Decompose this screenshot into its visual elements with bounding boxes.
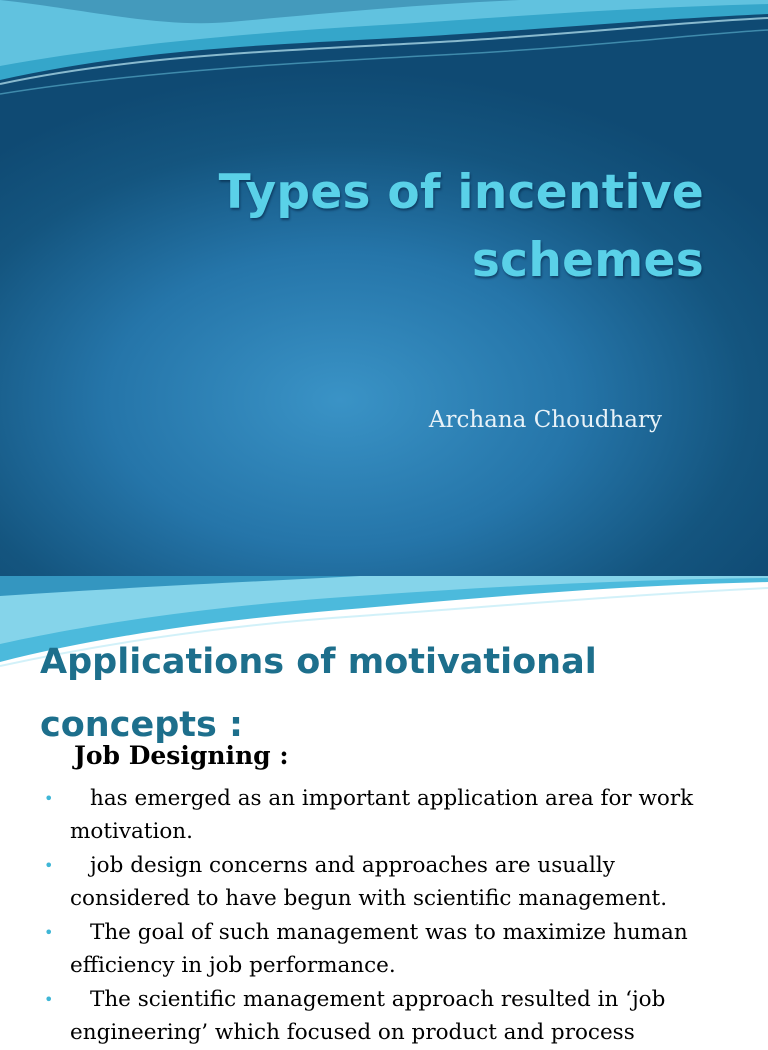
bullet-item (0, 916, 768, 982)
slide-title-line-2: concepts : (40, 705, 243, 746)
author-name: Archana Choudhary (428, 407, 662, 433)
bullet-text: The goal of such management was to maximize human efficiency in job performance. (70, 920, 688, 978)
bullet-icon: • (44, 923, 54, 942)
slide-title-line-1: Types of incentive (218, 165, 704, 221)
bullet-text: The scientific management approach resulted in ‘job engineering’ which focused on product and process (70, 987, 666, 1045)
bullet-item (0, 849, 768, 915)
slide-title-line-2: schemes (471, 233, 704, 289)
bullet-icon: • (44, 789, 54, 808)
bullet-text: job design concerns and approaches are usually considered to have begun with scientific management. (70, 853, 668, 911)
slide-title (40, 631, 760, 757)
bullet-text: has emerged as an important application area for work motivation. (70, 786, 694, 844)
bullet-icon: • (44, 990, 54, 1009)
content-slide (0, 576, 768, 1045)
bullet-item (0, 782, 768, 848)
slide-title-line-1: Applications of motivational (40, 642, 597, 683)
slide-title (84, 159, 704, 295)
bullet-list (0, 782, 768, 1050)
section-subheading: Job Designing : (74, 741, 289, 770)
bullet-item (0, 983, 768, 1049)
decorative-wave-header (0, 0, 768, 120)
bullet-icon: • (44, 856, 54, 875)
